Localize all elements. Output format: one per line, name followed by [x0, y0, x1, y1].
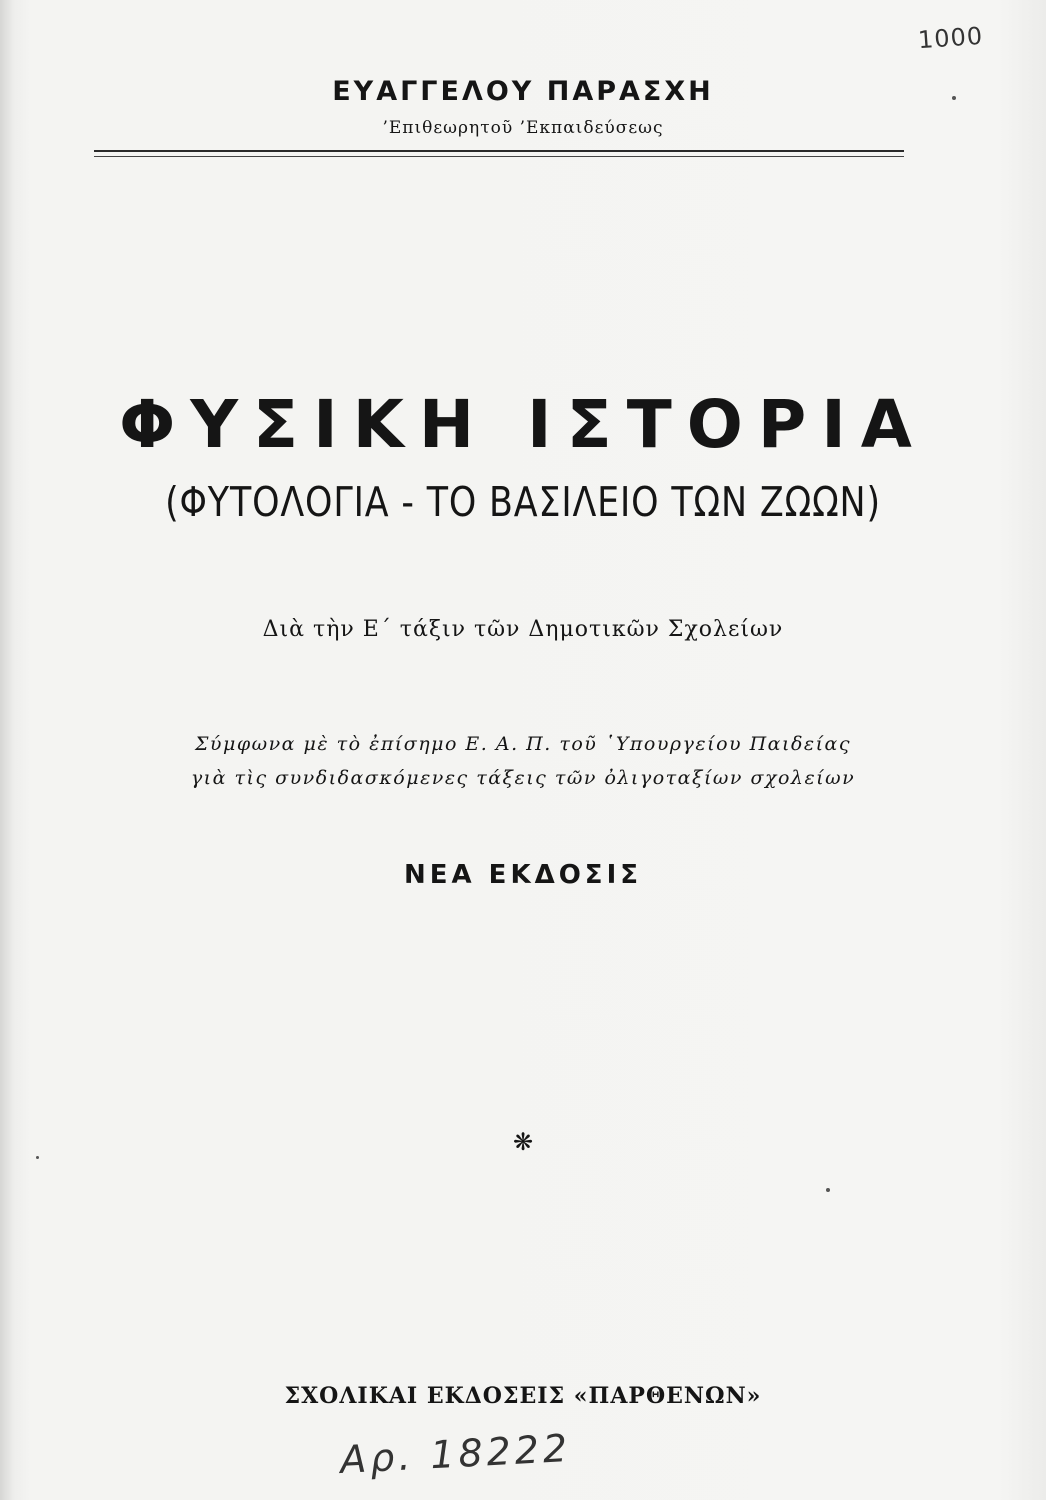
book-title: ΦΥΣΙΚΗ ΙΣΤΟΡΙΑ: [119, 386, 927, 463]
curriculum-line-1: Σύμφωνα μὲ τὸ ἐπίσημο Ε. Α. Π. τοῦ ῾Υπουργείου Παιδείας: [195, 733, 851, 755]
author-title: ’Επιθεωρητοῦ ’Εκπαιδεύσεως: [382, 118, 664, 138]
header-rule-thick: [94, 150, 904, 152]
header-rule-thin: [94, 156, 904, 157]
paper-speck: [826, 1188, 830, 1192]
book-subtitle: (ΦΥΤΟΛΟΓΙΑ - ΤΟ ΒΑΣΙΛΕΙΟ ΤΩΝ ΖΩΩΝ): [165, 478, 881, 526]
handwritten-catalog-number: Αρ. 18222: [339, 1425, 573, 1483]
handwritten-top-number: 1000: [917, 21, 984, 55]
ornament-icon: ❋: [512, 1128, 534, 1156]
edition-label: ΝΕΑ ΕΚΔΟΣΙΣ: [403, 860, 643, 890]
author-name: ΕΥΑΓΓΕΛΟΥ ΠΑΡΑΣΧΗ: [332, 76, 714, 107]
curriculum-line-2: γιὰ τὶς συνδιδασκόμενες τάξεις τῶν ὀλιγοταξίων σχολείων: [190, 767, 856, 789]
paper-speck: [36, 1156, 39, 1159]
grade-line: Διὰ τὴν Ε΄ τάξιν τῶν Δημοτικῶν Σχολείων: [262, 617, 784, 642]
paper-speck: [952, 96, 956, 100]
publisher-name: ΣΧΟΛΙΚΑΙ ΕΚΔΟΣΕΙΣ «ΠΑΡΘΕΝΩΝ»: [284, 1383, 762, 1409]
